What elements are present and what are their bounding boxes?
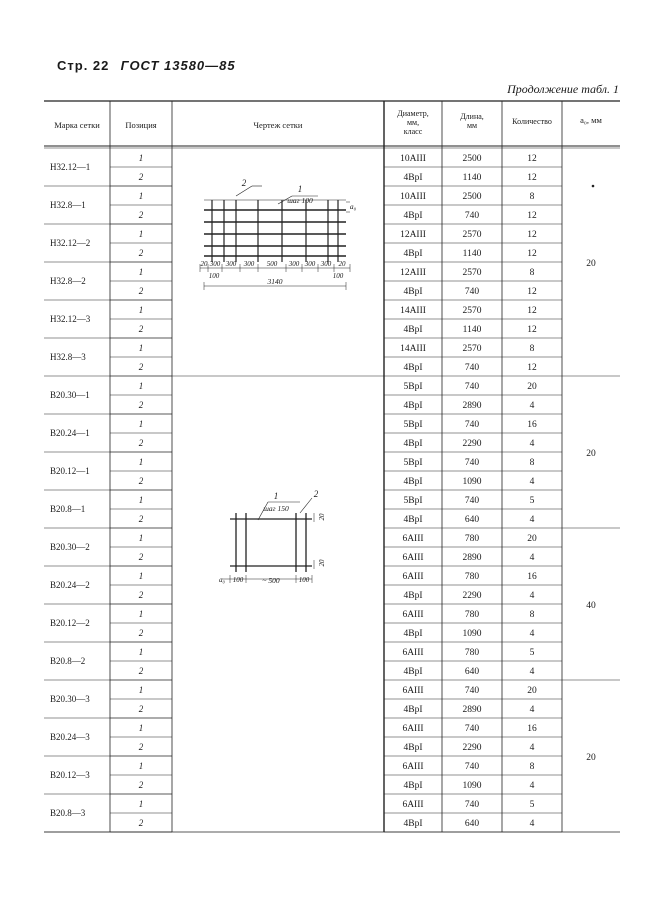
diameter-class: 5BpI [403, 458, 423, 468]
bar-length: 2290 [462, 743, 482, 753]
bar-count: 12 [527, 249, 537, 259]
bar-count: 20 [527, 686, 537, 696]
a0-value: 40 [586, 601, 596, 611]
position-number: 2 [138, 818, 144, 828]
diameter-class: 10AIII [400, 192, 426, 202]
diameter-class: 6AIII [402, 572, 424, 582]
mark-name: В20.12—1 [50, 466, 90, 476]
label-2: 2 [313, 489, 319, 499]
bar-length: 1140 [462, 249, 482, 259]
mark-name: В20.24—1 [50, 428, 90, 438]
mark-name: В20.24—3 [50, 732, 90, 742]
diameter-class: 4BpI [403, 705, 423, 715]
dim-value: 500 [266, 260, 278, 268]
a0-label: a₀ [349, 202, 357, 211]
bar-count: 4 [529, 705, 535, 715]
position-number: 2 [138, 780, 144, 790]
diameter-class: 12AIII [400, 268, 426, 278]
step-label: шаг 150 [263, 504, 289, 513]
mark-name: Н32.8—1 [50, 200, 86, 210]
position-number: 2 [138, 514, 144, 524]
bar-length: 1090 [462, 629, 482, 639]
position-number: 2 [138, 628, 144, 638]
mark-name: В20.24—2 [50, 580, 90, 590]
dim-value: 100 [298, 576, 310, 584]
bar-length: 740 [464, 724, 480, 734]
position-number: 2 [138, 476, 144, 486]
end-dim: 100 [208, 272, 220, 280]
position-number: 2 [138, 400, 144, 410]
bar-length: 740 [464, 420, 480, 430]
bar-count: 8 [529, 458, 535, 468]
mark-name: Н32.12—3 [50, 314, 91, 324]
position-number: 1 [138, 799, 144, 809]
a0-value: 20 [586, 753, 596, 763]
dim-value: 20 [338, 260, 346, 268]
mark-name: В20.8—3 [50, 808, 86, 818]
bar-count: 12 [527, 211, 537, 221]
diameter-class: 14AIII [400, 344, 426, 354]
bar-count: 12 [527, 287, 537, 297]
dim-value: 300 [288, 260, 300, 268]
position-number: 2 [138, 438, 144, 448]
position-number: 2 [138, 172, 144, 182]
position-number: 1 [138, 229, 144, 239]
bar-length: 2290 [462, 591, 482, 601]
header-diameter: Диаметр, [397, 109, 429, 118]
bar-count: 8 [529, 344, 535, 354]
dim-value: 300 [304, 260, 316, 268]
header-length: Длина, [460, 112, 484, 121]
page-number: Стр. 22 [57, 58, 110, 73]
bar-count: 5 [529, 496, 535, 506]
position-number: 1 [138, 571, 144, 581]
bar-length: 1140 [462, 325, 482, 335]
bar-length: 2890 [462, 401, 482, 411]
position-number: 1 [138, 533, 144, 543]
step-label: шаг 100 [287, 196, 313, 205]
dim-value: 300 [225, 260, 237, 268]
bar-length: 740 [464, 211, 480, 221]
bar-length: 1090 [462, 781, 482, 791]
bar-length: 1140 [462, 173, 482, 183]
diameter-class: 4BpI [403, 287, 423, 297]
dim-value: 20 [318, 513, 326, 521]
header-count: Количество [512, 117, 552, 126]
diameter-class: 4BpI [403, 743, 423, 753]
header-a0: a₀, мм [580, 115, 602, 125]
label-1: 1 [297, 184, 303, 194]
position-number: 1 [138, 495, 144, 505]
bar-count: 4 [529, 781, 535, 791]
bar-length: 2890 [462, 705, 482, 715]
label-1: 1 [273, 491, 279, 501]
dot-mark [592, 185, 595, 188]
a0-label: a₀ [219, 576, 225, 584]
header-length: мм [466, 121, 478, 130]
bar-count: 4 [529, 629, 535, 639]
bar-count: 5 [529, 648, 535, 658]
dim-value: 20 [200, 260, 208, 268]
position-number: 1 [138, 267, 144, 277]
position-number: 2 [138, 210, 144, 220]
bar-length: 2290 [462, 439, 482, 449]
bar-length: 640 [464, 819, 480, 829]
mark-name: В20.12—3 [50, 770, 90, 780]
position-number: 2 [138, 666, 144, 676]
position-number: 1 [138, 761, 144, 771]
position-number: 1 [138, 647, 144, 657]
bar-length: 2890 [462, 553, 482, 563]
position-number: 2 [138, 742, 144, 752]
mark-name: Н32.12—1 [50, 162, 91, 172]
diameter-class: 5BpI [403, 420, 423, 430]
bar-count: 20 [527, 534, 537, 544]
diameter-class: 4BpI [403, 211, 423, 221]
bar-count: 20 [527, 382, 537, 392]
diameter-class: 6AIII [402, 534, 424, 544]
position-number: 1 [138, 305, 144, 315]
dim-value: 300 [243, 260, 255, 268]
bar-count: 4 [529, 439, 535, 449]
bar-length: 740 [464, 800, 480, 810]
mark-name: Н32.8—2 [50, 276, 86, 286]
diameter-class: 5BpI [403, 496, 423, 506]
bar-length: 2570 [462, 306, 482, 316]
position-number: 1 [138, 153, 144, 163]
position-number: 1 [138, 457, 144, 467]
diameter-class: 6AIII [402, 553, 424, 563]
position-number: 2 [138, 590, 144, 600]
diameter-class: 12AIII [400, 230, 426, 240]
header-diameter: мм, [406, 118, 420, 127]
bar-length: 2500 [462, 192, 482, 202]
diameter-class: 4BpI [403, 629, 423, 639]
a0-value: 20 [586, 259, 596, 269]
bar-count: 12 [527, 230, 537, 240]
bar-length: 740 [464, 382, 480, 392]
dim-value: ~ 500 [262, 576, 280, 585]
dim-value: 20 [318, 559, 326, 567]
mark-name: В20.30—3 [50, 694, 90, 704]
mesh-drawing-v20 [219, 489, 326, 585]
bar-length: 780 [464, 572, 480, 582]
header-drawing: Чертеж сетки [253, 120, 303, 130]
bar-count: 12 [527, 173, 537, 183]
bar-count: 16 [527, 572, 537, 582]
bar-length: 640 [464, 667, 480, 677]
bar-length: 640 [464, 515, 480, 525]
diameter-class: 4BpI [403, 439, 423, 449]
bar-count: 16 [527, 420, 537, 430]
position-number: 1 [138, 685, 144, 695]
bar-length: 740 [464, 496, 480, 506]
total-length: 3140 [267, 277, 283, 286]
bar-length: 740 [464, 363, 480, 373]
bar-length: 740 [464, 686, 480, 696]
continuation-note: Продолжение табл. 1 [507, 82, 619, 96]
diameter-class: 4BpI [403, 325, 423, 335]
mark-name: В20.30—1 [50, 390, 90, 400]
dim-value: 300 [320, 260, 332, 268]
bar-length: 2570 [462, 268, 482, 278]
diameter-class: 6AIII [402, 724, 424, 734]
position-number: 1 [138, 723, 144, 733]
position-number: 2 [138, 362, 144, 372]
bar-length: 740 [464, 762, 480, 772]
diameter-class: 5BpI [403, 382, 423, 392]
diameter-class: 6AIII [402, 686, 424, 696]
bar-count: 8 [529, 762, 535, 772]
bar-count: 8 [529, 192, 535, 202]
diameter-class: 4BpI [403, 781, 423, 791]
bar-length: 780 [464, 534, 480, 544]
dim-value: 300 [209, 260, 221, 268]
position-number: 1 [138, 343, 144, 353]
bar-length: 740 [464, 458, 480, 468]
position-number: 1 [138, 419, 144, 429]
bar-count: 4 [529, 553, 535, 563]
standard-number: ГОСТ 13580—85 [120, 58, 236, 73]
position-number: 1 [138, 381, 144, 391]
bar-count: 8 [529, 610, 535, 620]
diameter-class: 6AIII [402, 800, 424, 810]
diameter-class: 4BpI [403, 173, 423, 183]
diameter-class: 4BpI [403, 477, 423, 487]
header-position: Позиция [125, 120, 157, 130]
bar-count: 12 [527, 363, 537, 373]
diameter-class: 4BpI [403, 667, 423, 677]
diameter-class: 4BpI [403, 819, 423, 829]
diameter-class: 14AIII [400, 306, 426, 316]
mark-name: Н32.12—2 [50, 238, 91, 248]
bar-length: 2570 [462, 344, 482, 354]
position-number: 2 [138, 324, 144, 334]
mark-name: В20.30—2 [50, 542, 90, 552]
bar-count: 12 [527, 325, 537, 335]
bar-length: 780 [464, 610, 480, 620]
bar-length: 2570 [462, 230, 482, 240]
diameter-class: 6AIII [402, 762, 424, 772]
diameter-class: 6AIII [402, 648, 424, 658]
bar-length: 1090 [462, 477, 482, 487]
dim-value: 100 [232, 576, 244, 584]
bar-count: 12 [527, 154, 537, 164]
mark-name: В20.12—2 [50, 618, 90, 628]
position-number: 1 [138, 609, 144, 619]
bar-count: 4 [529, 477, 535, 487]
bar-count: 16 [527, 724, 537, 734]
bar-length: 2500 [462, 154, 482, 164]
bar-count: 4 [529, 819, 535, 829]
position-number: 2 [138, 286, 144, 296]
end-dim: 100 [332, 272, 344, 280]
bar-count: 4 [529, 743, 535, 753]
header-mark: Марка сетки [54, 120, 100, 130]
a0-value: 20 [586, 449, 596, 459]
diameter-class: 4BpI [403, 515, 423, 525]
bar-length: 740 [464, 287, 480, 297]
diameter-class: 4BpI [403, 591, 423, 601]
mark-name: В20.8—2 [50, 656, 86, 666]
diameter-class: 10AIII [400, 154, 426, 164]
label-2: 2 [241, 178, 247, 188]
position-number: 2 [138, 704, 144, 714]
diameter-class: 6AIII [402, 610, 424, 620]
header-diameter: класс [403, 127, 423, 136]
mark-name: В20.8—1 [50, 504, 86, 514]
bar-count: 4 [529, 667, 535, 677]
position-number: 2 [138, 248, 144, 258]
bar-length: 780 [464, 648, 480, 658]
bar-count: 4 [529, 401, 535, 411]
position-number: 2 [138, 552, 144, 562]
bar-count: 4 [529, 591, 535, 601]
bar-count: 8 [529, 268, 535, 278]
position-number: 1 [138, 191, 144, 201]
diameter-class: 4BpI [403, 401, 423, 411]
bar-count: 4 [529, 515, 535, 525]
diameter-class: 4BpI [403, 363, 423, 373]
bar-count: 5 [529, 800, 535, 810]
mesh-drawing-n32 [200, 178, 357, 290]
leader [300, 498, 312, 513]
mark-name: Н32.8—3 [50, 352, 86, 362]
diameter-class: 4BpI [403, 249, 423, 259]
bar-count: 12 [527, 306, 537, 316]
